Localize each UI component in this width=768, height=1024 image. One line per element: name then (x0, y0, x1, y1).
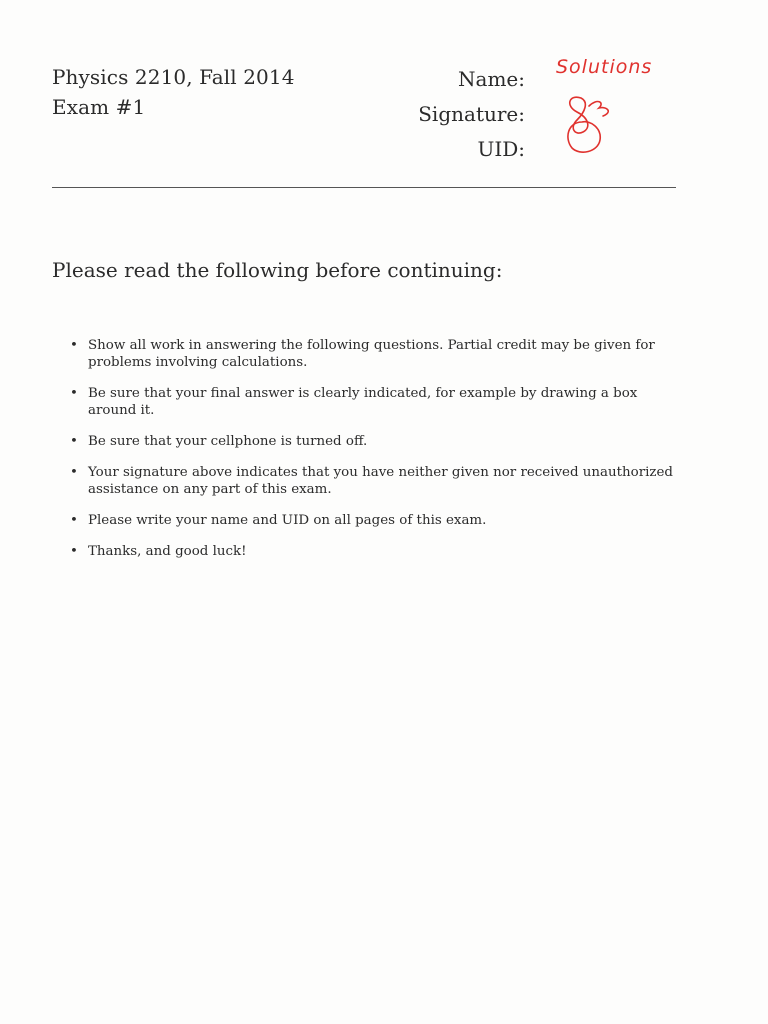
bullet-icon: • (70, 434, 78, 449)
student-fields (418, 62, 525, 167)
course-block (52, 62, 295, 122)
instruction-text: Show all work in answering the following questions. Partial credit may be given for problems involving calculations. (88, 338, 655, 370)
list-item (70, 512, 680, 529)
bullet-icon: • (70, 513, 78, 528)
list-item (70, 543, 680, 560)
list-item (70, 385, 680, 419)
instruction-text: Thanks, and good luck! (88, 544, 247, 559)
course-title: Physics 2210, Fall 2014 (52, 65, 295, 89)
list-item (70, 433, 680, 450)
instructions-heading: Please read the following before continuing: (52, 258, 503, 282)
bullet-icon: • (70, 386, 78, 401)
bullet-icon: • (70, 465, 78, 480)
handwritten-uid-zero (560, 118, 606, 158)
list-item (70, 337, 680, 371)
instruction-text: Be sure that your cellphone is turned off. (88, 434, 368, 449)
instruction-text: Your signature above indicates that you have neither given nor received unauthorized assistance on any part of this exam. (88, 465, 673, 497)
name-label: Name: (458, 67, 525, 91)
exam-title: Exam #1 (52, 95, 146, 119)
header-divider (52, 187, 676, 188)
uid-label: UID: (477, 137, 525, 161)
bullet-icon: • (70, 338, 78, 353)
handwritten-name: Solutions (556, 56, 653, 78)
instructions-list (70, 337, 680, 574)
instruction-text: Be sure that your final answer is clearly indicated, for example by drawing a box around it. (88, 386, 638, 418)
instruction-text: Please write your name and UID on all pages of this exam. (88, 513, 487, 528)
bullet-icon: • (70, 544, 78, 559)
signature-label: Signature: (418, 102, 525, 126)
list-item (70, 464, 680, 498)
